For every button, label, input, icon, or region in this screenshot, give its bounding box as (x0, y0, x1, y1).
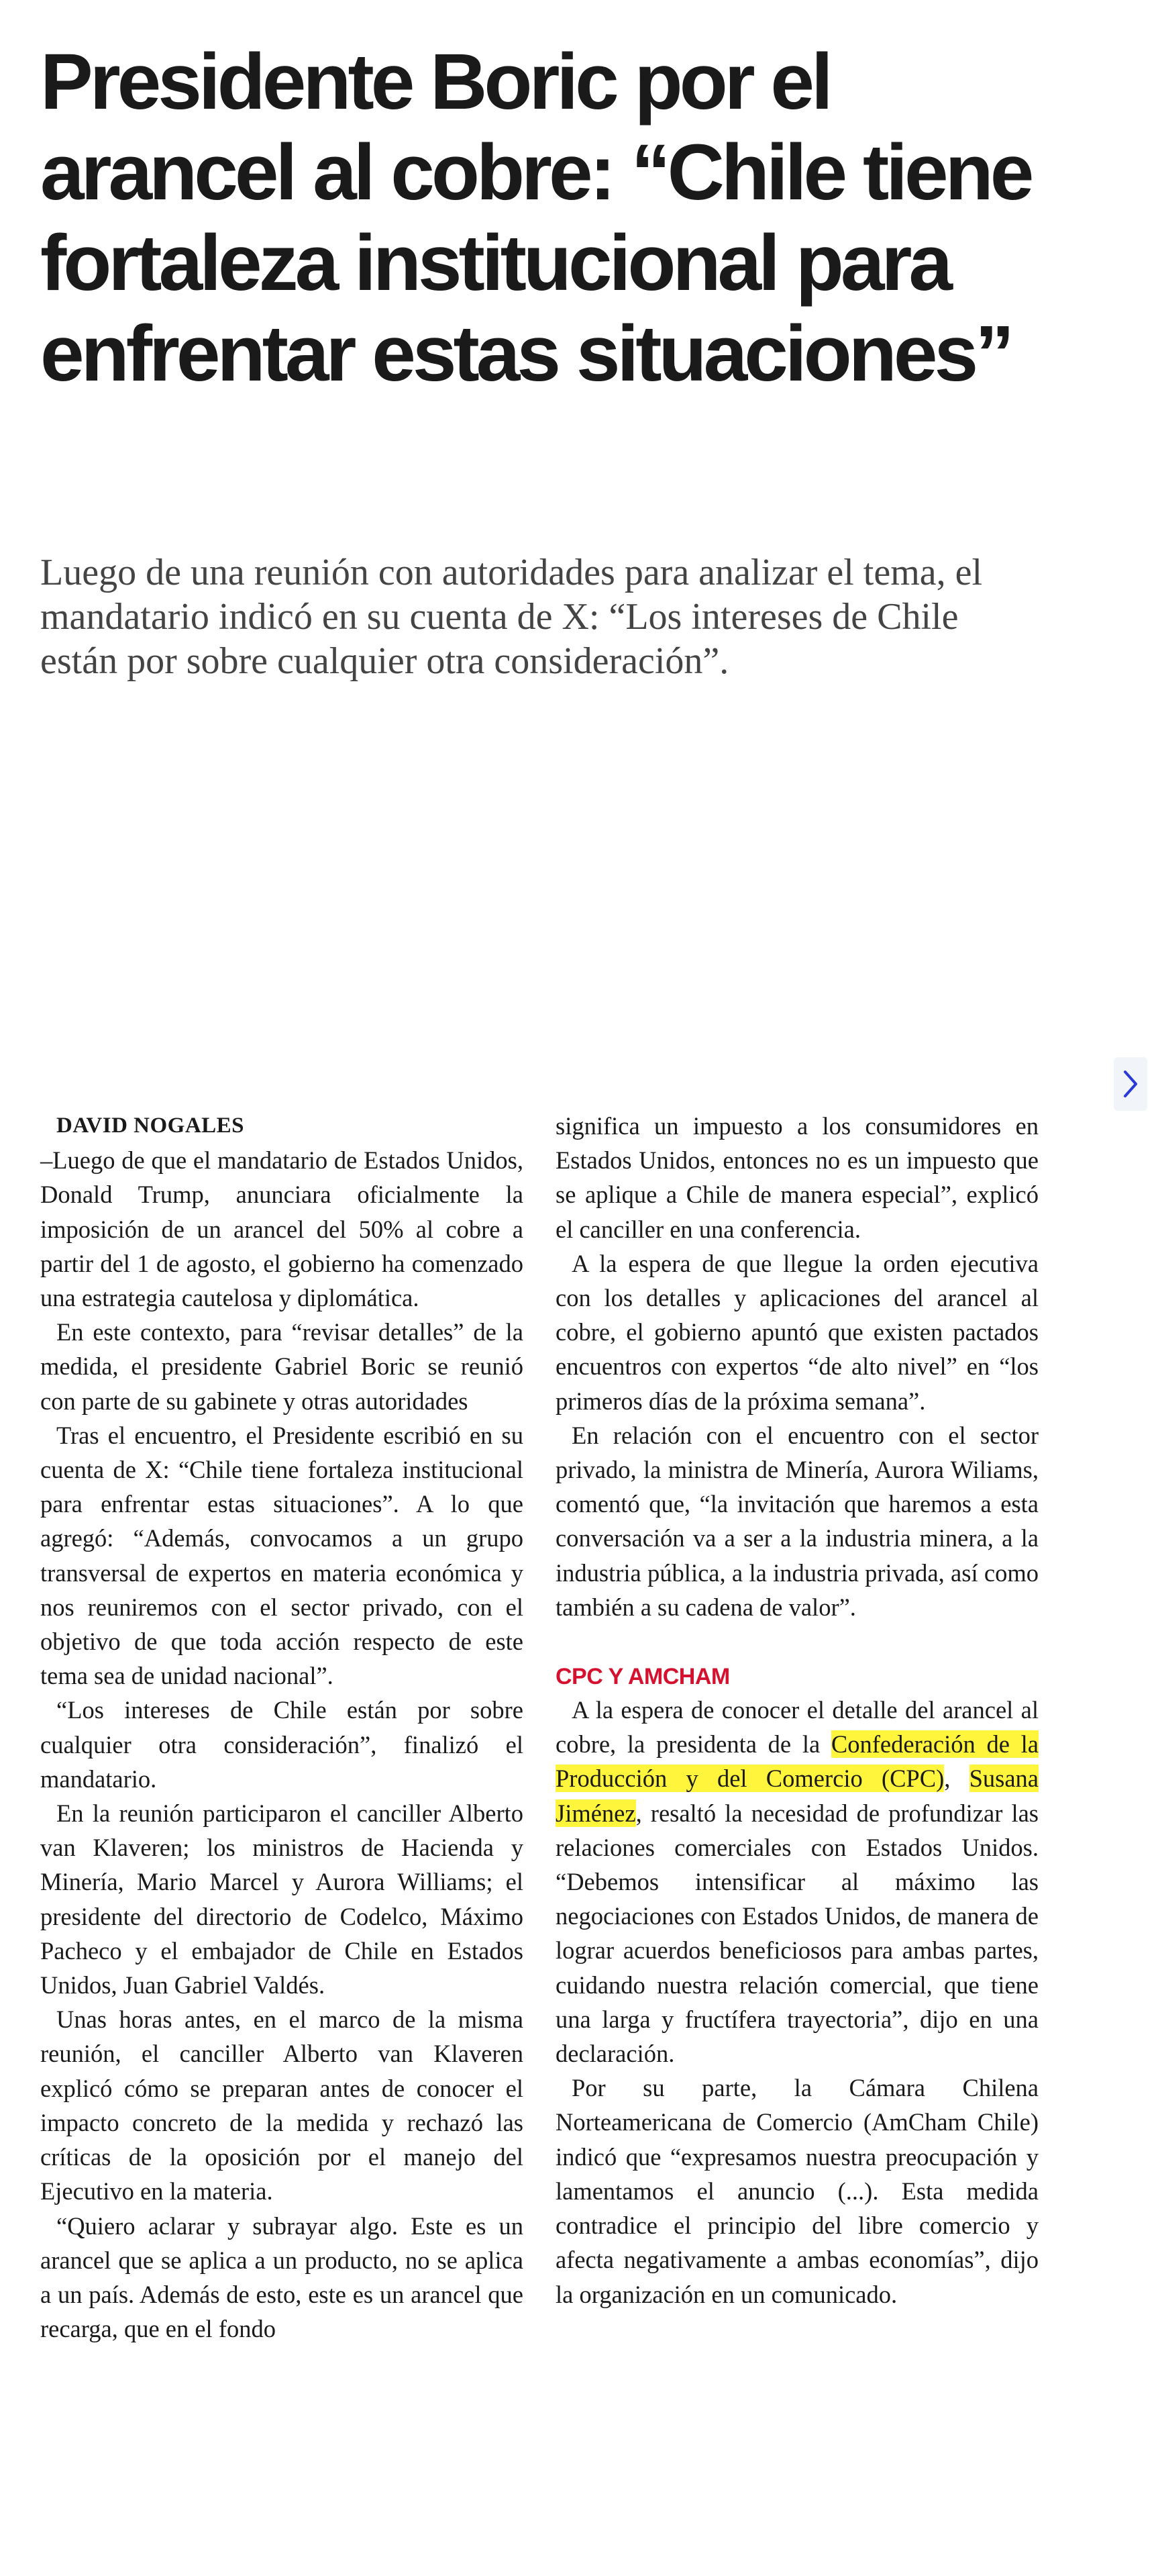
paragraph: significa un impuesto a los consumidores en Estados Unidos, entonces no es un impuesto que se aplique a Chile de manera especial”, explicó el canciller en una conferencia. (556, 1112, 1039, 1243)
paragraph: “Quiero aclarar y subrayar algo. Este es un arancel que se aplica a un producto, no se aplica a un país. Además de esto, este es un arancel que recarga, que en el fondo (40, 2212, 523, 2343)
chevron-right-icon (1120, 1068, 1141, 1100)
highlighted-organization: Confederación de la Producción y del Comercio (CPC) (556, 1730, 1039, 1793)
text-run: , resaltó la necesidad de profundizar las relaciones comerciales con Estados Unidos. “Debemos intensificar al máximo las negociaciones con Estados Unidos, de manera de lograr acuerdos beneficiosos para ambas partes, cuidando nuestra relación comercial, que tiene una larga y fructífera trayectoria”, dijo en una declaración. (556, 1799, 1039, 2068)
text-run: A la espera de conocer el detalle del arancel al cobre, la presidenta de la (556, 1696, 1039, 1758)
paragraph: –Luego de que el mandatario de Estados Unidos, Donald Trump, anunciara oficialmente la imposición de un arancel del 50% al cobre a partir del 1 de agosto, el gobierno ha comenzado una estrategia cautelosa y diplomática. (40, 1146, 523, 1312)
byline: DAVID NOGALES (56, 1113, 245, 1138)
headline: Presidente Boric por el arancel al cobre: “Chile tiene fortaleza institucional para enfrentar estas situaciones” (40, 38, 1031, 398)
column-left (40, 1109, 523, 2346)
section-subhead: CPC Y AMCHAM (556, 1664, 730, 1690)
highlighted-name: Susana Jiménez (556, 1765, 1039, 1827)
paragraph: “Los intereses de Chile están por sobre cualquier otra consideración”, finalizó el mandatario. (40, 1696, 523, 1793)
paragraph: En la reunión participaron el canciller Alberto van Klaveren; los ministros de Hacienda y Minería, Mario Marcel y Aurora Williams; el presidente del directorio de Codelco, Máximo Pacheco y el embajador de Chile en Estados Unidos, Juan Gabriel Valdés. (40, 1799, 523, 1999)
paragraph-amcham: Por su parte, la Cámara Chilena Norteamericana de Comercio (AmCham Chile) indicó que “expresamos nuestra preocupación y lamentamos el anuncio (...). Esta medida contradice el principio del libre comercio y afecta negativamente a ambas economías”, dijo la organización en un comunicado. (556, 2074, 1039, 2308)
paragraph: En este contexto, para “revisar detalles” de la medida, el presidente Gabriel Boric se reunió con parte de su gabinete y otras autoridades (40, 1318, 523, 1415)
paragraph: A la espera de que llegue la orden ejecutiva con los detalles y aplicaciones del arancel al cobre, el gobierno apuntó que existen pactados encuentros con expertos “de alto nivel” en “los primeros días de la próxima semana”. (556, 1249, 1039, 1415)
paragraph: Unas horas antes, en el marco de la misma reunión, el canciller Alberto van Klaveren explicó cómo se preparan antes de conocer el impacto concreto de la medida y rechazó las críticas de la oposición por el manejo del Ejecutivo en la materia. (40, 2005, 523, 2206)
column-right (556, 1109, 1039, 2312)
next-page-button[interactable] (1114, 1057, 1147, 1111)
text-run: , (944, 1765, 969, 1793)
paragraph: Tras el encuentro, el Presidente escribió en su cuenta de X: “Chile tiene fortaleza institucional para enfrentar estas situaciones”. A lo que agregó: “Además, convocamos a un grupo transversal de expertos en materia económica y nos reuniremos con el sector privado, con el objetivo de que toda acción respecto de este tema sea de unidad nacional”. (40, 1421, 523, 1690)
deck: Luego de una reunión con autoridades para analizar el tema, el mandatario indicó en su cuenta de X: “Los intereses de Chile están por sobre cualquier otra consideración”. (40, 552, 983, 682)
paragraph-cpc (556, 1693, 1039, 2071)
paragraph: En relación con el encuentro con el sector privado, la ministra de Minería, Aurora Wiliams, comentó que, “la invitación que haremos a esta conversación va a ser a la industria minera, a la industria pública, a la industria privada, así como también a su cadena de valor”. (556, 1421, 1039, 1621)
